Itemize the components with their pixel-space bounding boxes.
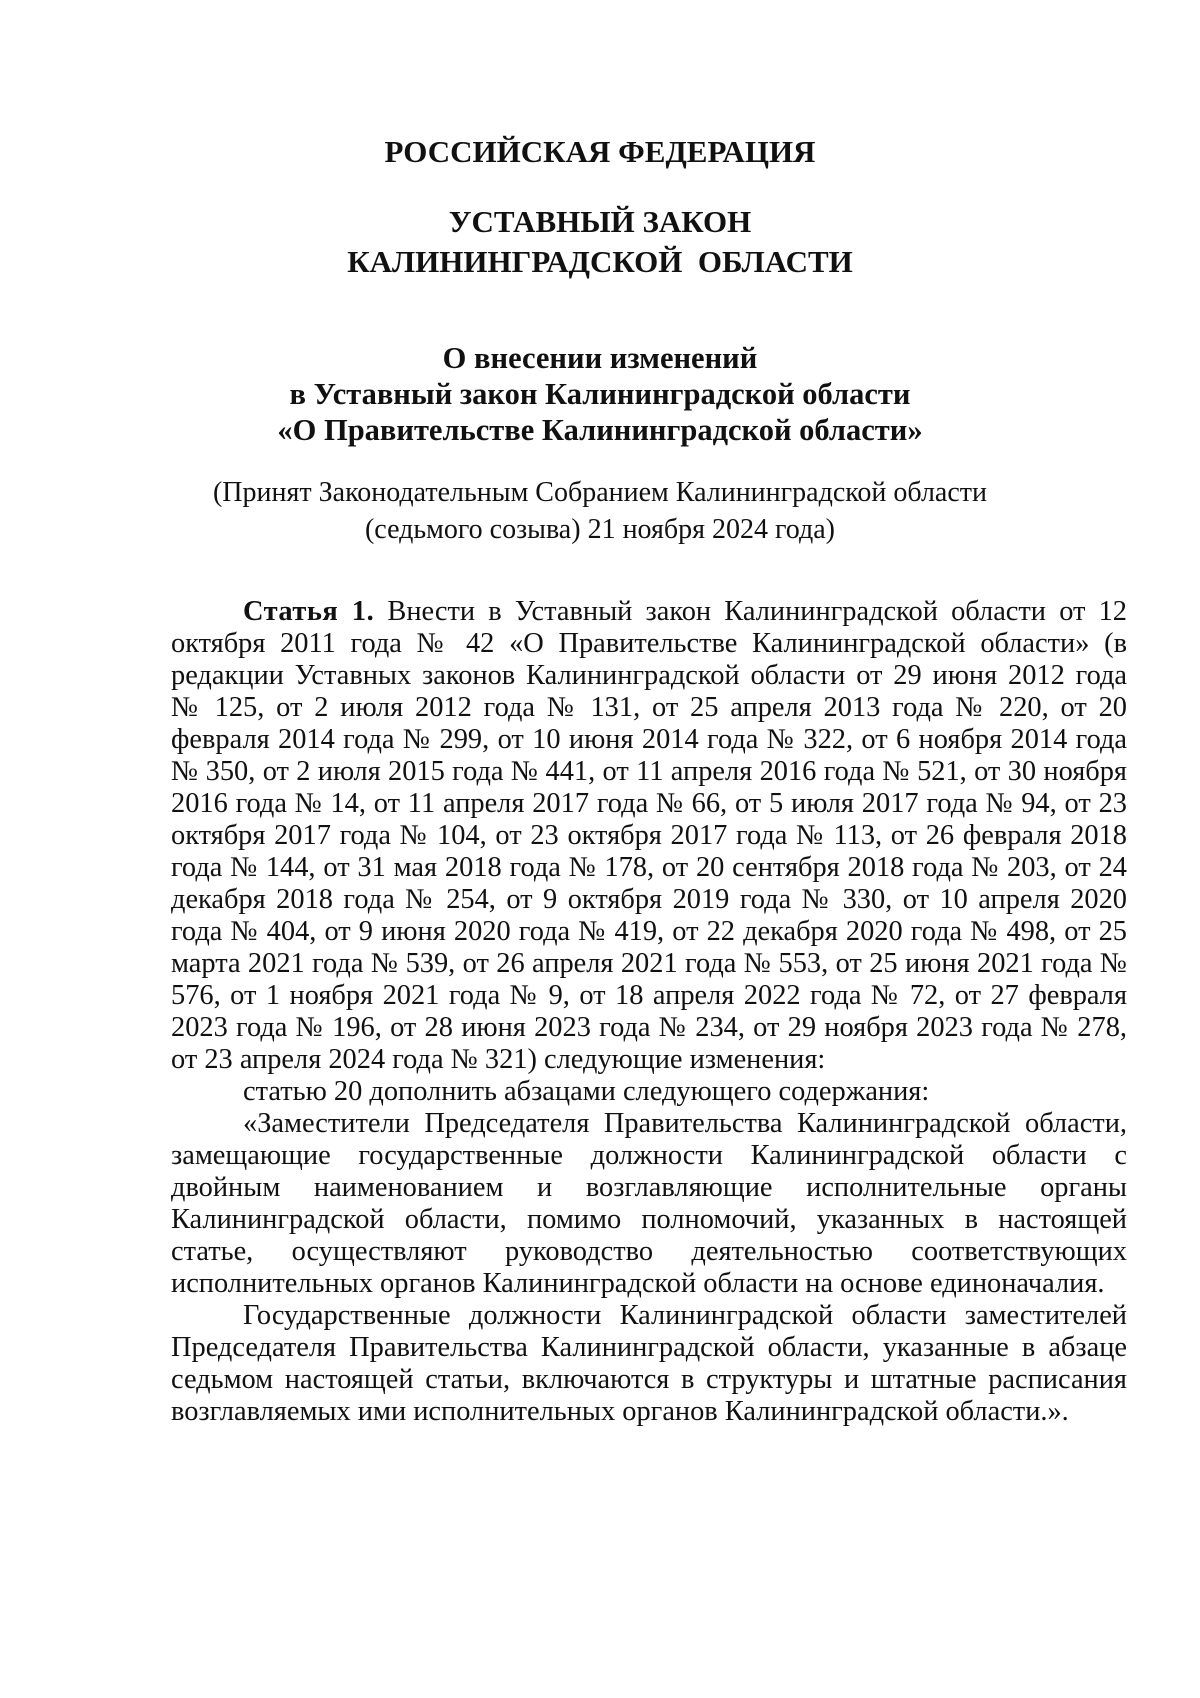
inserted-paragraph-2: Государственные должности Калининградской области заместителей Председателя Правительства Калининградской области, указанные в абзаце седьмом настоящей статьи, включаются в структуры и штатные расписания возглавляемых ими исполнительных органов Калининградской области.». bbox=[171, 1300, 1127, 1427]
law-type-heading bbox=[150, 202, 1050, 282]
law-title-line-1: О внесении изменений bbox=[442, 341, 758, 375]
law-type-line-1: УСТАВНЫЙ ЗАКОН bbox=[448, 204, 752, 239]
article-1-paragraph bbox=[171, 596, 1127, 1076]
adoption-line-1: (Принят Законодательным Собранием Калининградской области bbox=[212, 477, 988, 508]
adoption-line-2: (седьмого созыва) 21 ноября 2024 года) bbox=[364, 514, 835, 545]
article-instruction: статью 20 дополнить абзацами следующего содержания: bbox=[243, 1076, 930, 1107]
article-body bbox=[171, 596, 1127, 1428]
article-text: Внести в Уставный закон Калининградской области от 12 октября 2011 года № 42 «О Правительстве Калининградской области» (в редакции Уставных законов Калининградской области от 29 июня 2012 года № 125, от 2 июля 2012 года № 131, от 25 апреля 2013 года № 220, от 20 февраля 2014 года № 299, от 10 июня 2014 года № 322, от 6 ноября 2014 года № 350, от 2 июля 2015 года № 441, от 11 апреля 2016 года № 521, от 30 ноября 2016 года № 14, от 11 апреля 2017 года № 66, от 5 июля 2017 года № 94, от 23 октября 2017 года № 104, от 23 октября 2017 года № 113, от 26 февраля 2018 года № 144, от 31 мая 2018 года № 178, от 20 сентября 2018 года № 203, от 24 декабря 2018 года № 254, от 9 октября 2019 года № 330, от 10 апреля 2020 года № 404, от 9 июня 2020 года № 419, от 22 декабря 2020 года № 498, от 25 марта 2021 года № 539, от 26 апреля 2021 года № 553, от 25 июня 2021 года № 576, от 1 ноября 2021 года № 9, от 18 апреля 2022 года № 72, от 27 февраля 2023 года № 196, от 28 июня 2023 года № 234, от 29 ноября 2023 года № 278, от 23 апреля 2024 года № 321) следующие изменения: bbox=[171, 596, 1128, 1075]
law-title-line-2: в Уставный закон Калининградской области bbox=[289, 377, 911, 411]
country-heading-text: РОССИЙСКАЯ ФЕДЕРАЦИЯ bbox=[384, 134, 816, 169]
law-type-line-2: КАЛИНИНГРАДСКОЙ ОБЛАСТИ bbox=[347, 244, 853, 279]
adoption-note bbox=[150, 474, 1050, 548]
inserted-paragraph-1: «Заместители Председателя Правительства Калининградской области, замещающие государственные должности Калининградской области с двойным наименованием и возглавляющие исполнительные органы Калининградской области, помимо полномочий, указанных в настоящей статье, осуществляют руководство деятельностью соответствующих исполнительных органов Калининградской области на основе единоначалия. bbox=[171, 1108, 1127, 1299]
article-label: Статья 1. bbox=[243, 596, 375, 627]
law-title bbox=[150, 340, 1050, 448]
law-title-line-3: «О Правительстве Калининградской области» bbox=[277, 413, 923, 447]
country-heading bbox=[150, 132, 1050, 172]
